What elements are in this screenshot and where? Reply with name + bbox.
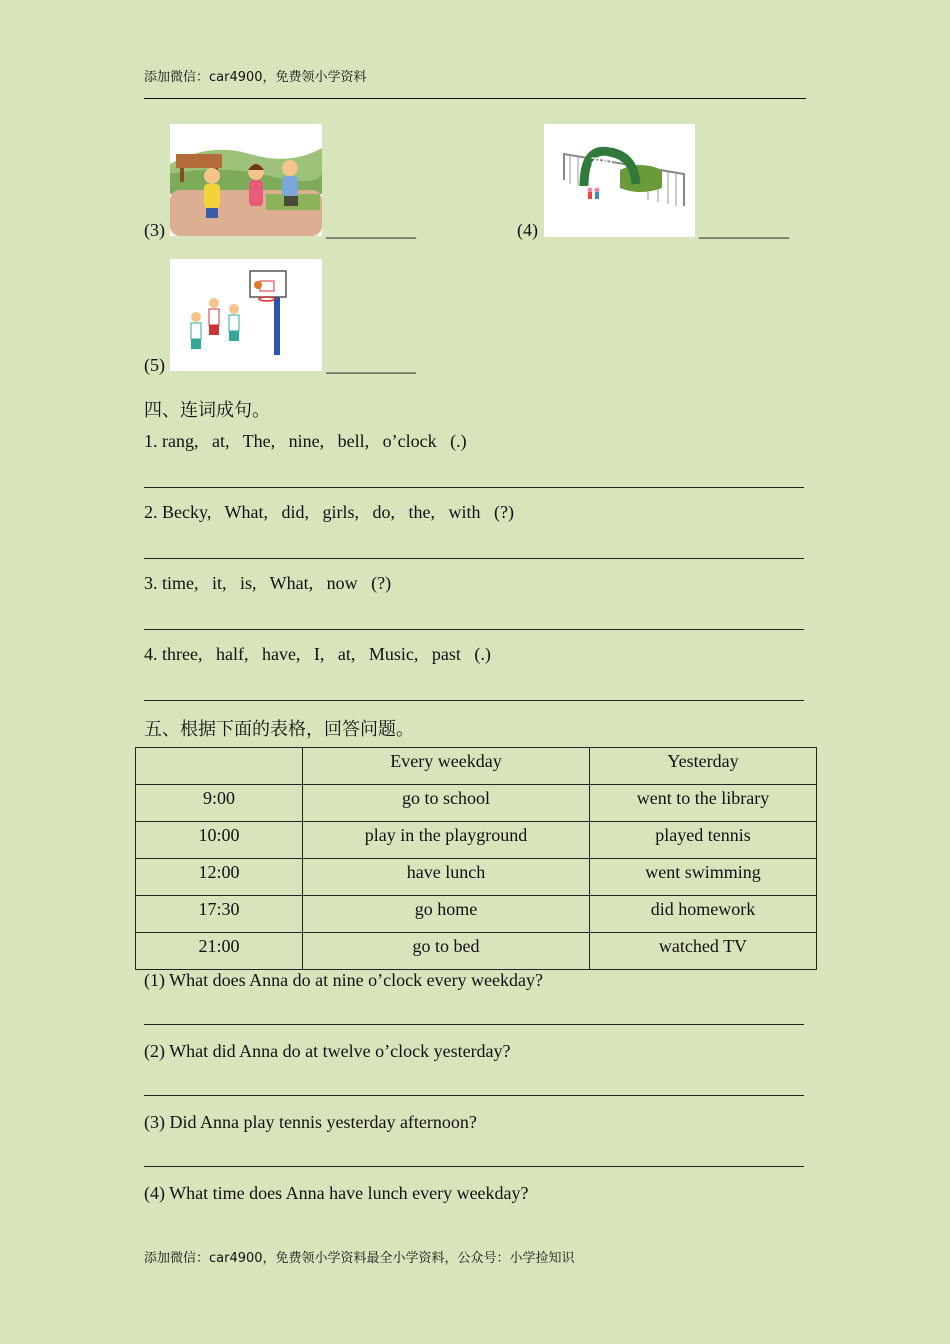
table-cell: went to the library <box>590 785 817 822</box>
answer-line <box>144 487 804 488</box>
picture-label-3: (3) <box>144 220 165 240</box>
table-row <box>136 859 817 896</box>
table-header-cell <box>136 748 303 785</box>
table-cell: go to school <box>303 785 590 822</box>
picture-label-5: (5) <box>144 355 165 375</box>
picture-zoo <box>544 124 695 237</box>
section5-question-2: (2) What did Anna do at twelve o’clock yesterday? <box>144 1041 511 1061</box>
table-header-row <box>136 748 817 785</box>
section4-title: 四、连词成句。 <box>144 400 270 420</box>
table-cell: went swimming <box>590 859 817 896</box>
table-row <box>136 785 817 822</box>
picture-label-4: (4) <box>517 220 538 240</box>
table-row <box>136 896 817 933</box>
answer-blank-4: __________ <box>699 220 789 240</box>
answer-line <box>144 629 804 630</box>
section5-title: 五、根据下面的表格，回答问题。 <box>144 719 414 739</box>
table-header-cell: Every weekday <box>303 748 590 785</box>
answer-line <box>144 1166 804 1167</box>
answer-blank-5: __________ <box>326 355 416 375</box>
table-row <box>136 933 817 970</box>
page-footer: 添加微信：car4900，免费领小学资料最全小学资料，公众号：小学捡知识 <box>144 1251 575 1266</box>
table-cell: 17:30 <box>136 896 303 933</box>
answer-line <box>144 1024 804 1025</box>
table-cell: play in the playground <box>303 822 590 859</box>
section5-question-1: (1) What does Anna do at nine o’clock every weekday? <box>144 970 544 990</box>
table-cell: 12:00 <box>136 859 303 896</box>
table-cell: go home <box>303 896 590 933</box>
header-rule <box>144 98 806 99</box>
schedule-table <box>135 747 817 970</box>
table-cell: 21:00 <box>136 933 303 970</box>
zoo-sign: ZOO <box>591 157 613 167</box>
picture-basketball <box>170 259 322 371</box>
section4-item-2: 2. Becky, What, did, girls, do, the, with (?) <box>144 502 514 522</box>
section5-question-3: (3) Did Anna play tennis yesterday afternoon? <box>144 1112 477 1132</box>
table-cell: 10:00 <box>136 822 303 859</box>
answer-line <box>144 1095 804 1096</box>
section4-item-4: 4. three, half, have, I, at, Music, past (.) <box>144 644 491 664</box>
table-cell: played tennis <box>590 822 817 859</box>
table-header-cell: Yesterday <box>590 748 817 785</box>
section5-question-4: (4) What time does Anna have lunch every weekday? <box>144 1183 529 1203</box>
answer-line <box>144 700 804 701</box>
table-cell: did homework <box>590 896 817 933</box>
section4-item-1: 1. rang, at, The, nine, bell, o’clock (.) <box>144 431 467 451</box>
table-cell: 9:00 <box>136 785 303 822</box>
answer-blank-3: __________ <box>326 220 416 240</box>
table-cell: watched TV <box>590 933 817 970</box>
answer-line <box>144 558 804 559</box>
table-cell: have lunch <box>303 859 590 896</box>
page-header: 添加微信：car4900，免费领小学资料 <box>144 70 367 85</box>
table-cell: go to bed <box>303 933 590 970</box>
picture-kids-park <box>170 124 322 236</box>
table-row <box>136 822 817 859</box>
section4-item-3: 3. time, it, is, What, now (?) <box>144 573 392 593</box>
